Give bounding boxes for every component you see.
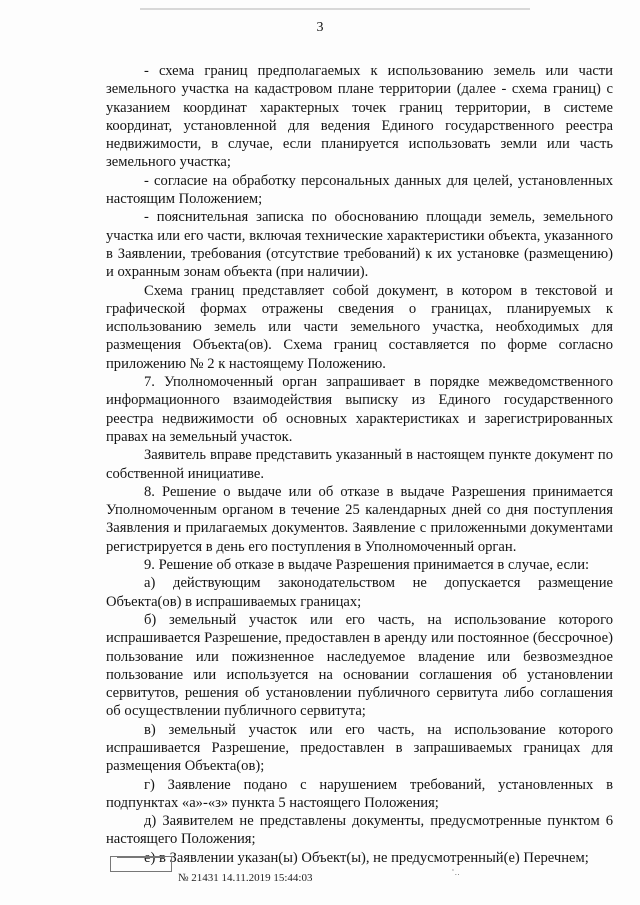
- scan-edge-line: [140, 8, 530, 10]
- paragraph: - схема границ предполагаемых к использованию земель или части земельного участка на кадастровом плане территории (далее - схема границ) с указанием координат характерных точек границ территории, в системе координат, установленной для ведения Единого государственного реестра недвижимости, в случае, если планируется использовать земли или часть земельного участка;: [106, 63, 613, 171]
- paragraph: в) земельный участок или его часть, на использование которого испрашивается Разрешение, предоставлен в запрашиваемых границах для размещения Объекта(ов);: [106, 721, 613, 775]
- paragraph: е) в Заявлении указан(ы) Объект(ы), не предусмотренный(е) Перечнем;: [144, 849, 589, 866]
- paragraph: - пояснительная записка по обоснованию площади земель, земельного участка или его части, включая технические характеристики объекта, указанного в Заявлении, требования (отсутствие требований) к их установке (размещению) и охранным зонам объекта (при наличии).: [106, 209, 613, 281]
- scan-mark: ʿ‥: [452, 868, 460, 877]
- paragraph: 9. Решение об отказе в выдаче Разрешения принимается в случае, если:: [144, 557, 590, 574]
- registration-stamp: № 21431 14.11.2019 15:44:03: [178, 872, 313, 884]
- paragraph: а) действующим законодательством не допускается размещение Объекта(ов) в испрашиваемых границах;: [106, 575, 613, 610]
- paragraph: г) Заявление подано с нарушением требований, установленных в подпунктах «а»-«з» пункта 5 настоящего Положения;: [106, 776, 613, 811]
- registry-logo: [110, 856, 172, 872]
- paragraph: Заявитель вправе представить указанный в настоящем пункте документ по собственной инициативе.: [106, 447, 613, 482]
- document-body: [106, 62, 613, 867]
- paragraph: д) Заявителем не представлены документы, предусмотренные пунктом 6 настоящего Положения;: [106, 813, 613, 848]
- paragraph: Схема границ представляет собой документ, в котором в текстовой и графической формах отражены сведения о границах, планируемых к использованию земель или части земельного участка, необходимых для размещения Объекта(ов). Схема границ составляется по форме согласно приложению № 2 к настоящему Положению.: [106, 282, 613, 372]
- paragraph: б) земельный участок или его часть, на использование которого испрашивается Разрешение, предоставлен в аренду или постоянное (бессрочное) пользование или пожизненное наследуемое владение или безвозмездное пользование или используется на основании соглашения об установлении сервитутов, решения об установлении публичного сервитута либо соглашения об осуществлении публичного сервитута;: [106, 611, 613, 720]
- paragraph: 8. Решение о выдаче или об отказе в выдаче Разрешения принимается Уполномоченным органом в течение 25 календарных дней со дня поступления Заявления и прилагаемых документов. Заявление с приложенными документами регистрируется в день его поступления в Уполномоченный орган.: [106, 483, 613, 555]
- page-number: 3: [316, 20, 324, 35]
- paragraph: - согласие на обработку персональных данных для целей, установленных настоящим Положением;: [106, 172, 613, 208]
- paragraph: 7. Уполномоченный орган запрашивает в порядке межведомственного информационного взаимодействия выписку из Единого государственного реестра недвижимости об основных характеристиках и зарегистрированных правах на земельный участок.: [106, 374, 613, 445]
